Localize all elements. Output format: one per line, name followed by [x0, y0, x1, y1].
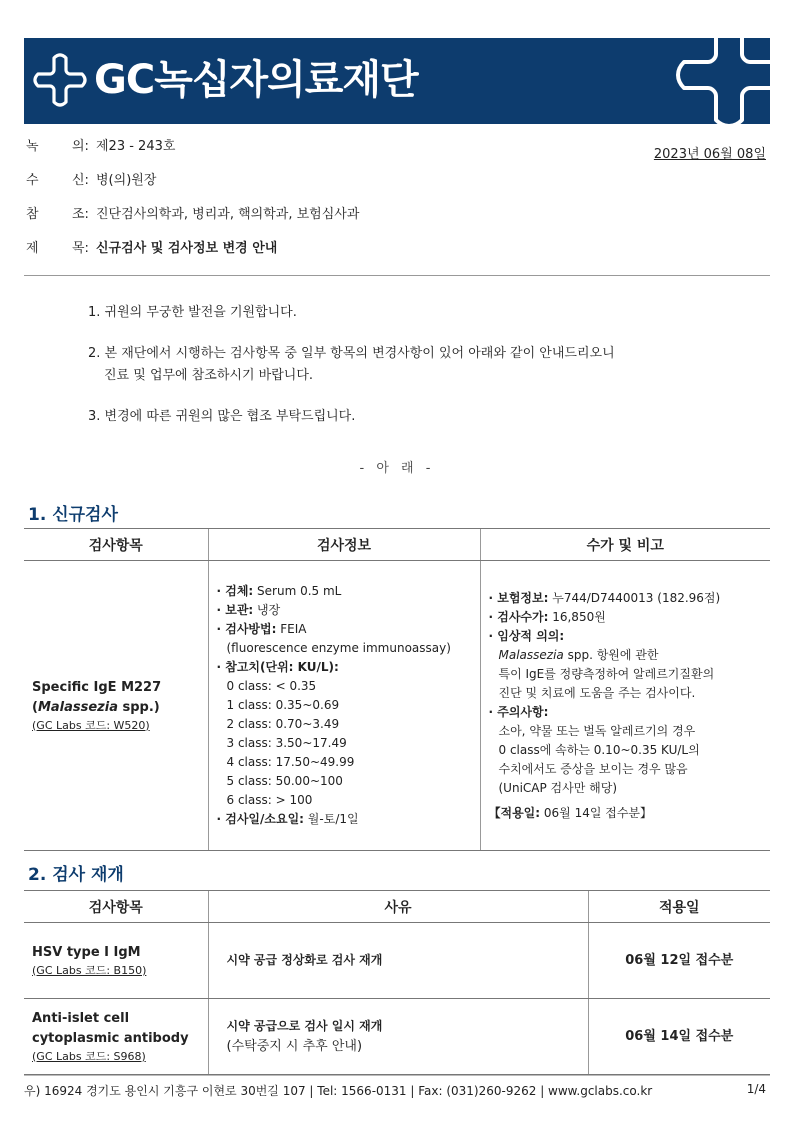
reference-class: 4 class: 17.50~49.99: [226, 755, 355, 769]
header-fee-notes: 수가 및 비고: [480, 529, 770, 561]
document-subject: 신규검사 및 검사정보 변경 안내: [96, 241, 278, 256]
document-number: 제23 - 243호: [96, 139, 176, 154]
apply-date: 06월 12일 접수분: [588, 923, 770, 999]
reference-class: 1 class: 0.35~0.69: [226, 698, 340, 712]
fee-notes-cell: · 보험정보: 누744/D7440013 (182.96점) · 검사수가: 16,850원 · 임상적 의의: Malassezia spp. 항원에 관한 특이 IgE를 정량측정하여 알레르기질환의 진단 및 치료에 도움을 주는 검사이다. · 주의사항: 소아, 약물 또는 벌독 알레르기의 경우 0 class에 속하는 0.10~0.35 KU/L의 수치에서도 증상을 보이는 경우 많음 (UniCAP 검사만 해당) 【적용일: 06월 14일 접수분】: [480, 561, 770, 851]
gc-cross-logo-icon: [32, 52, 88, 108]
paragraph-1: 1. 귀원의 무궁한 발전을 기원합니다.: [88, 305, 297, 320]
meta-subject: 제 목: 신규검사 및 검사정보 변경 안내: [26, 241, 278, 256]
paragraph-3: 3. 변경에 따른 귀원의 많은 협조 부탁드립니다.: [88, 409, 356, 424]
brand-name: GC녹십자의료재단: [94, 57, 418, 103]
table-row: [24, 561, 770, 851]
reference-departments: 진단검사의학과, 병리과, 핵의학과, 보험심사과: [96, 207, 360, 222]
header-test-item: 검사항목: [24, 891, 208, 923]
resumed-tests-table: [24, 890, 770, 1075]
header-apply-date: 적용일: [588, 891, 770, 923]
table-header-row: [24, 891, 770, 923]
apply-date: 06월 14일 접수분: [588, 999, 770, 1075]
gc-labs-code: (GC Labs 코드: W520): [32, 718, 150, 732]
document-date: 2023년 06월 08일: [653, 147, 766, 162]
footer-divider: [24, 1075, 770, 1076]
divider: [24, 275, 770, 276]
test-name: HSV type I IgM: [32, 944, 141, 960]
recipient: 병(의)원장: [96, 173, 157, 188]
gc-labs-code: (GC Labs 코드: S968): [32, 1049, 146, 1063]
header-test-item: 검사항목: [24, 529, 208, 561]
header-test-info: 검사정보: [208, 529, 480, 561]
reference-class: 0 class: < 0.35: [226, 679, 317, 693]
document-meta: [24, 138, 770, 274]
header-banner: [24, 38, 770, 124]
gc-labs-code: (GC Labs 코드: B150): [32, 963, 147, 977]
section-new-tests-title: 1. 신규검사: [28, 505, 118, 525]
section-resumed-tests-title: 2. 검사 재개: [28, 865, 124, 885]
reason: 시약 공급으로 검사 일시 재개: [226, 1019, 383, 1033]
below-heading: - 아 래 -: [359, 461, 435, 476]
reason: 시약 공급 정상화로 검사 재개: [226, 953, 383, 967]
test-info-cell: · 검체: Serum 0.5 mL · 보관: 냉장 · 검사방법: FEIA (fluorescence enzyme immunoassay) · 참고치(단위: KU/L): 0 class: < 0.35 1 class: 0.35~0.69 2 class: 0.70~3.49 3 class: 3.50~17.49 4 class: 17.50~49.99 5 class: 50.00~100 6 class: > 100 · 검사일/소요일: 월-토/1일: [208, 561, 480, 851]
reference-class: 5 class: 50.00~100: [226, 774, 343, 788]
test-name: Specific IgE M227 (Malassezia spp.): [32, 679, 162, 715]
meta-reference: 참 조: 진단검사의학과, 병리과, 핵의학과, 보험심사과: [26, 207, 360, 222]
reason-note: (수탁중지 시 추후 안내): [226, 1039, 363, 1054]
footer-contact: 우) 16924 경기도 용인시 기흥구 이현로 30번길 107 | Tel: 1566-0131 | Fax: (031)260-9262 | www.gclabs.co.kr: [24, 1084, 653, 1098]
table-row: [24, 999, 770, 1075]
table-header-row: [24, 529, 770, 561]
footer: [24, 1082, 770, 1099]
test-item-cell: [24, 561, 208, 851]
page-number: 1/4: [746, 1082, 766, 1096]
reference-class: 3 class: 3.50~17.49: [226, 736, 347, 750]
meta-recipient: 수 신: 병(의)원장: [26, 173, 157, 188]
paragraph-2: 2. 본 재단에서 시행하는 검사항목 중 일부 항목의 변경사항이 있어 아래와 같이 안내드리오니 진료 및 업무에 참조하시기 바랍니다.: [88, 346, 615, 383]
meta-document-number: 녹 의: 제23 - 243호 2023년 06월 08일: [26, 139, 766, 162]
reference-class: 6 class: > 100: [226, 793, 313, 807]
new-tests-table: [24, 528, 770, 851]
test-name: Anti-islet cell cytoplasmic antibody: [32, 1010, 189, 1046]
reference-class: 2 class: 0.70~3.49: [226, 717, 340, 731]
table-row: [24, 923, 770, 999]
decorative-cross-icon: [674, 38, 770, 124]
header-reason: 사유: [208, 891, 588, 923]
